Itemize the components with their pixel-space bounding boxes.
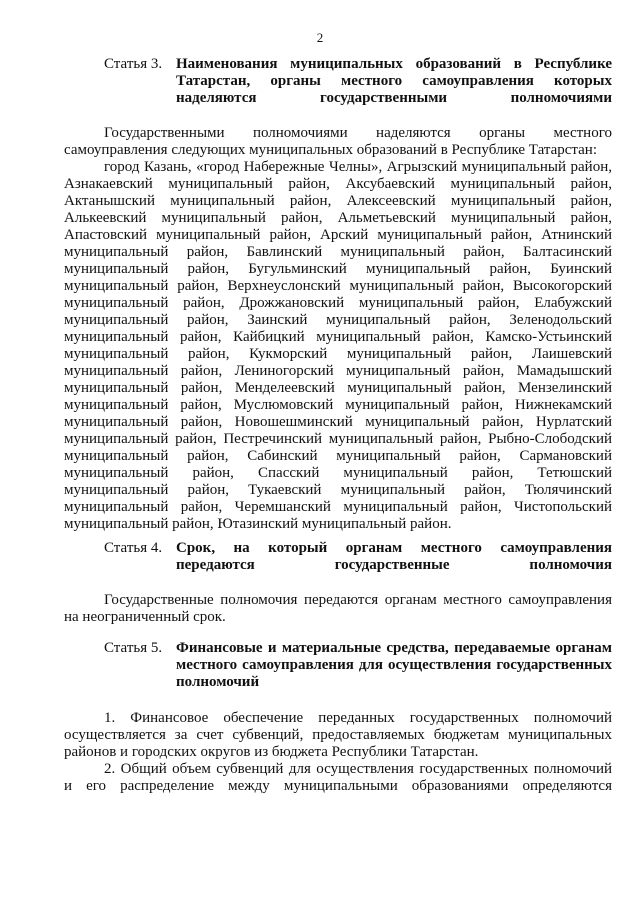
- article-3-line: город Казань, «город Набережные Челны», Агрызский муниципальный район,: [104, 159, 612, 175]
- article-3-line: Актанышский муниципальный район, Алексеевский муниципальный район,: [64, 193, 612, 209]
- article-3-line: Алькеевский муниципальный район, Альметьевский муниципальный район,: [64, 210, 612, 226]
- article-5-p1-line: районов и городских округов из бюджета Республики Татарстан.: [64, 744, 479, 760]
- article-3-line: муниципальный район, Пестречинский муниципальный район, Рыбно-Слободский: [64, 431, 612, 447]
- article-4-title-line: передаются государственные полномочия: [176, 557, 612, 573]
- article-3-body: [64, 125, 612, 533]
- article-3-line: самоуправления следующих муниципальных образований в Республике Татарстан:: [64, 142, 597, 158]
- article-5-p2-line: и его распределение между муниципальными образованиями определяются: [64, 778, 612, 794]
- article-5-label: Статья 5.: [104, 640, 163, 656]
- article-3-line: муниципальный район, Спасский муниципальный район, Тетюшский: [64, 465, 612, 481]
- article-4-body: [64, 592, 612, 626]
- article-4-line: на неограниченный срок.: [64, 609, 226, 625]
- article-3-line: муниципальный район, Лениногорский муниципальный район, Мамадышский: [64, 363, 612, 379]
- article-3-label: Статья 3.: [104, 56, 163, 72]
- article-5-p1-line: 1. Финансовое обеспечение переданных государственных полномочий: [104, 710, 612, 726]
- article-3-title-line: наделяются государственными полномочиями: [176, 90, 612, 106]
- article-3-line: муниципальный район, Новошешминский муниципальный район, Нурлатский: [64, 414, 612, 430]
- article-3-line: Апастовский муниципальный район, Арский муниципальный район, Атнинский: [64, 227, 612, 243]
- article-3-line: муниципальный район, Кукморский муниципальный район, Лаишевский: [64, 346, 612, 362]
- article-5-title-line: Финансовые и материальные средства, передаваемые органам: [176, 640, 612, 656]
- article-3-title-line: Татарстан, органы местного самоуправления которых: [176, 73, 612, 89]
- article-3-line: Государственными полномочиями наделяются органы местного: [104, 125, 612, 141]
- article-5-title: [176, 640, 612, 691]
- article-3-line: муниципальный район, Бавлинский муниципальный район, Балтасинский: [64, 244, 612, 260]
- article-3-heading: [104, 56, 612, 107]
- article-4-line: Государственные полномочия передаются органам местного самоуправления: [104, 592, 612, 608]
- article-3-line: муниципальный район, Верхнеуслонский муниципальный район, Высокогорский: [64, 278, 612, 294]
- article-3-line: муниципальный район, Бугульминский муниципальный район, Буинский: [64, 261, 612, 277]
- article-4-label: Статья 4.: [104, 540, 163, 556]
- article-5-p1-line: осуществляется за счет субвенций, предоставляемых бюджетам муниципальных: [64, 727, 612, 743]
- article-4-title-line: Срок, на который органам местного самоуправления: [176, 540, 612, 556]
- article-3-title: [176, 56, 612, 107]
- article-3-title-line: Наименования муниципальных образований в Республике: [176, 56, 612, 72]
- article-4-heading: [104, 540, 612, 574]
- article-3-line: Азнакаевский муниципальный район, Аксубаевский муниципальный район,: [64, 176, 612, 192]
- article-3-line: муниципальный район, Дрожжановский муниципальный район, Елабужский: [64, 295, 612, 311]
- page-number: 2: [316, 30, 324, 45]
- article-3-line: муниципальный район, Ютазинский муниципальный район.: [64, 516, 452, 532]
- article-3-line: муниципальный район, Тукаевский муниципальный район, Тюлячинский: [64, 482, 612, 498]
- article-4-title: [176, 540, 612, 574]
- article-3-line: муниципальный район, Сабинский муниципальный район, Сармановский: [64, 448, 612, 464]
- article-3-line: муниципальный район, Черемшанский муниципальный район, Чистопольский: [64, 499, 612, 515]
- article-3-line: муниципальный район, Менделеевский муниципальный район, Мензелинский: [64, 380, 612, 396]
- article-3-line: муниципальный район, Муслюмовский муниципальный район, Нижнекамский: [64, 397, 612, 413]
- article-5-body: [64, 710, 612, 795]
- article-5-title-line: полномочий: [176, 674, 260, 690]
- article-3-line: муниципальный район, Заинский муниципальный район, Зеленодольский: [64, 312, 612, 328]
- article-5-heading: [104, 640, 612, 691]
- article-5-title-line: местного самоуправления для осуществления государственных: [176, 657, 612, 673]
- article-5-p2-line: 2. Общий объем субвенций для осуществления государственных полномочий: [104, 761, 612, 777]
- article-3-line: муниципальный район, Кайбицкий муниципальный район, Камско-Устьинский: [64, 329, 612, 345]
